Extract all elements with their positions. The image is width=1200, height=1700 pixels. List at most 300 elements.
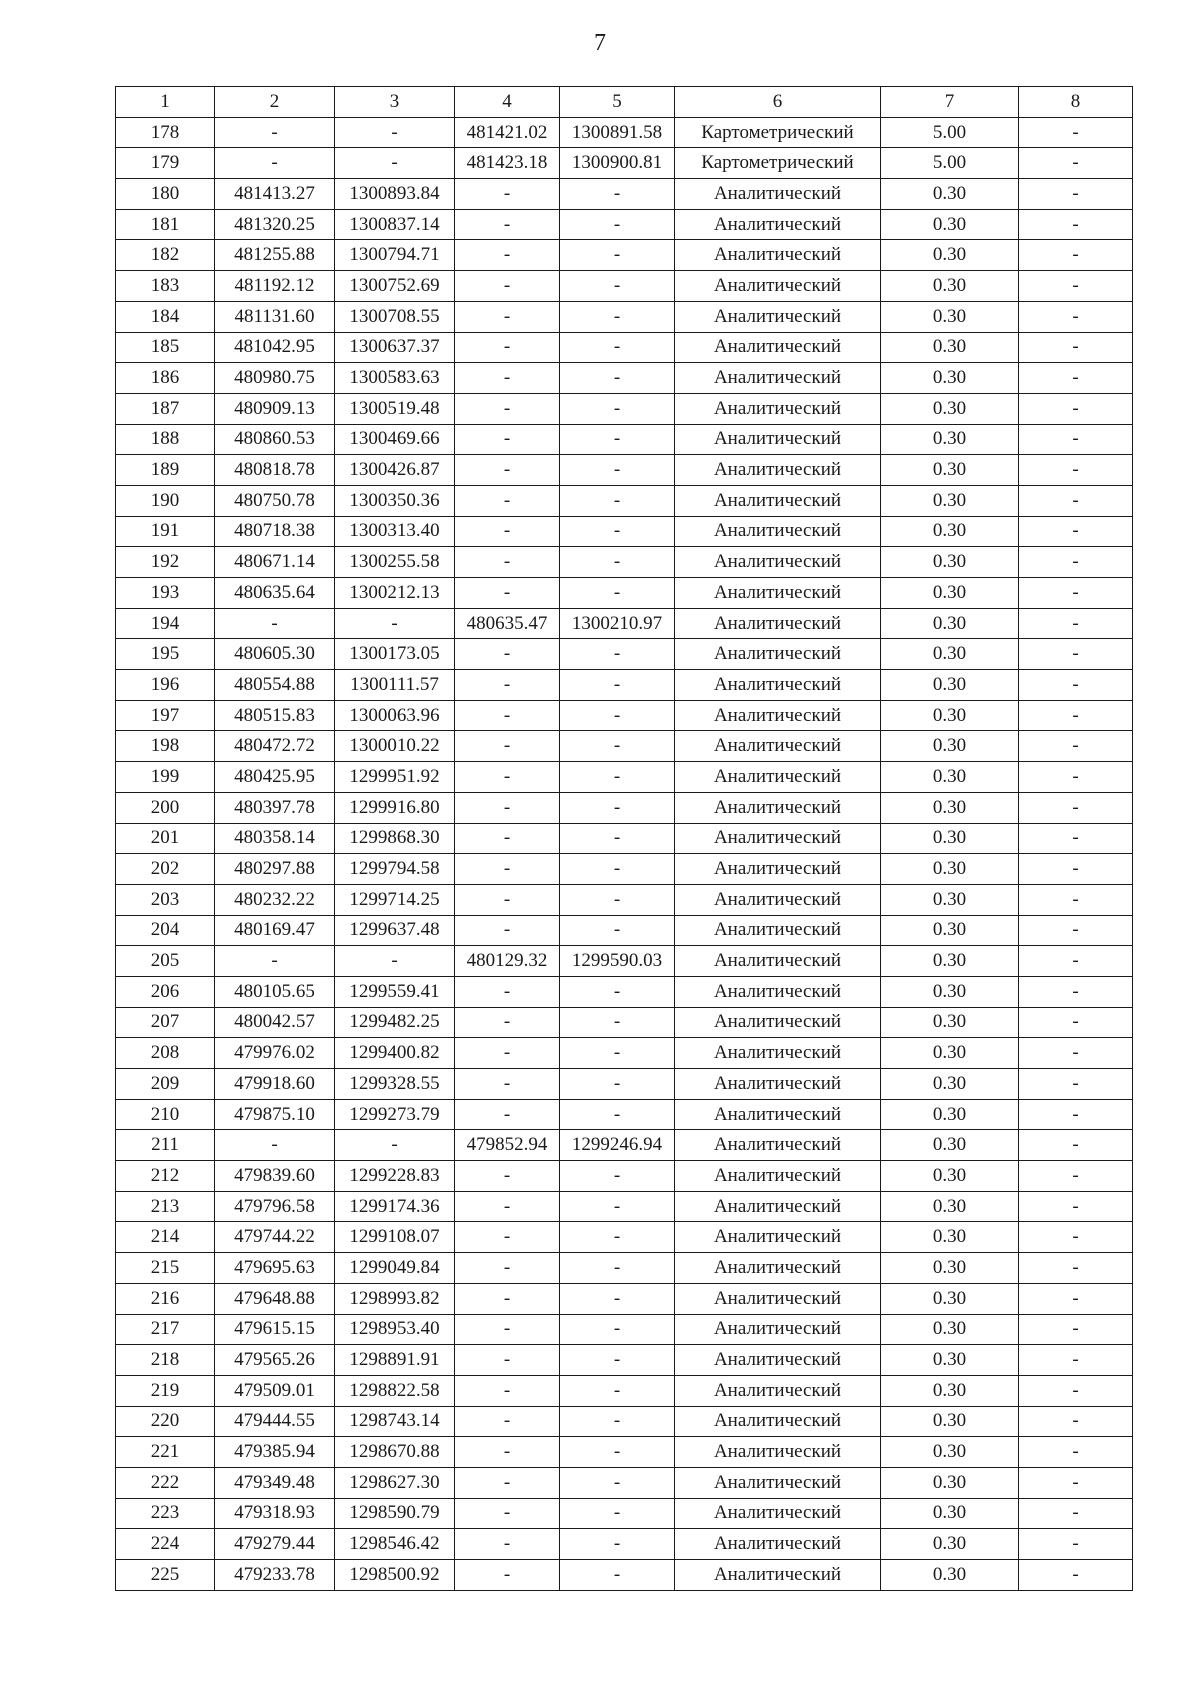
- table-cell: 1299049.84: [335, 1253, 455, 1284]
- table-cell: 218: [116, 1345, 215, 1376]
- table-cell: Аналитический: [675, 639, 881, 670]
- table-cell: Аналитический: [675, 363, 881, 394]
- table-row: [116, 670, 1133, 701]
- table-cell: 1298500.92: [335, 1560, 455, 1591]
- table-cell: 480297.88: [215, 854, 335, 885]
- table-cell: -: [560, 1437, 675, 1468]
- table-cell: 1299868.30: [335, 823, 455, 854]
- table-cell: -: [560, 424, 675, 455]
- table-cell: -: [560, 1406, 675, 1437]
- table-cell: 480129.32: [455, 946, 560, 977]
- table-cell: -: [455, 271, 560, 302]
- table-row: [116, 1222, 1133, 1253]
- table-cell: -: [1019, 179, 1133, 210]
- table-cell: 1298546.42: [335, 1529, 455, 1560]
- table-cell: -: [560, 1560, 675, 1591]
- table-cell: -: [1019, 485, 1133, 516]
- table-row: [116, 1345, 1133, 1376]
- table-cell: Аналитический: [675, 670, 881, 701]
- table-cell: Аналитический: [675, 915, 881, 946]
- table-cell: -: [1019, 1406, 1133, 1437]
- table-cell: -: [455, 485, 560, 516]
- table-cell: -: [455, 854, 560, 885]
- table-cell: -: [455, 1161, 560, 1192]
- table-cell: 1300900.81: [560, 148, 675, 179]
- table-cell: Аналитический: [675, 1467, 881, 1498]
- table-cell: -: [455, 823, 560, 854]
- table-cell: 0.30: [881, 1007, 1019, 1038]
- table-cell: -: [1019, 946, 1133, 977]
- table-cell: -: [215, 608, 335, 639]
- table-cell: -: [1019, 1467, 1133, 1498]
- table-cell: 480554.88: [215, 670, 335, 701]
- table-cell: -: [1019, 1038, 1133, 1069]
- table-cell: 211: [116, 1130, 215, 1161]
- table-cell: -: [560, 516, 675, 547]
- table-cell: 182: [116, 240, 215, 271]
- table-cell: -: [455, 731, 560, 762]
- table-cell: 0.30: [881, 946, 1019, 977]
- table-row: [116, 209, 1133, 240]
- table-cell: 187: [116, 393, 215, 424]
- table-row: [116, 148, 1133, 179]
- table-cell: Аналитический: [675, 455, 881, 486]
- table-row: [116, 301, 1133, 332]
- table-header: [116, 87, 1133, 118]
- table-cell: 0.30: [881, 1253, 1019, 1284]
- table-cell: -: [560, 547, 675, 578]
- table-cell: -: [560, 1283, 675, 1314]
- table-cell: 1300111.57: [335, 670, 455, 701]
- table-cell: 222: [116, 1467, 215, 1498]
- table-cell: -: [455, 1038, 560, 1069]
- table-cell: 1300173.05: [335, 639, 455, 670]
- table-cell: 481413.27: [215, 179, 335, 210]
- table-cell: 480718.38: [215, 516, 335, 547]
- table-cell: 480635.64: [215, 578, 335, 609]
- table-cell: -: [1019, 1253, 1133, 1284]
- table-row: [116, 1437, 1133, 1468]
- table-row: [116, 516, 1133, 547]
- table-cell: -: [215, 117, 335, 148]
- table-cell: Аналитический: [675, 1560, 881, 1591]
- table-cell: 1300212.13: [335, 578, 455, 609]
- table-cell: -: [560, 578, 675, 609]
- table-cell: -: [1019, 884, 1133, 915]
- table-cell: -: [455, 1253, 560, 1284]
- table-cell: 0.30: [881, 240, 1019, 271]
- table-cell: -: [1019, 332, 1133, 363]
- table-cell: 479852.94: [455, 1130, 560, 1161]
- table-cell: Аналитический: [675, 1437, 881, 1468]
- table-cell: 198: [116, 731, 215, 762]
- table-cell: 0.30: [881, 1130, 1019, 1161]
- table-cell: 1299328.55: [335, 1069, 455, 1100]
- table-cell: 224: [116, 1529, 215, 1560]
- table-cell: -: [455, 792, 560, 823]
- table-cell: 480232.22: [215, 884, 335, 915]
- table-cell: 0.30: [881, 424, 1019, 455]
- table-cell: 192: [116, 547, 215, 578]
- table-cell: -: [335, 117, 455, 148]
- table-cell: -: [455, 240, 560, 271]
- table-cell: 1299559.41: [335, 976, 455, 1007]
- table-cell: Аналитический: [675, 1099, 881, 1130]
- table-cell: 479918.60: [215, 1069, 335, 1100]
- table-cell: 220: [116, 1406, 215, 1437]
- table-cell: -: [560, 700, 675, 731]
- table-cell: 0.30: [881, 1222, 1019, 1253]
- table-cell: -: [455, 393, 560, 424]
- table-cell: -: [1019, 1069, 1133, 1100]
- table-cell: 0.30: [881, 547, 1019, 578]
- table-row: [116, 1038, 1133, 1069]
- table-cell: 480860.53: [215, 424, 335, 455]
- table-cell: 479648.88: [215, 1283, 335, 1314]
- table-cell: -: [560, 332, 675, 363]
- table-cell: Аналитический: [675, 823, 881, 854]
- table-cell: -: [1019, 1437, 1133, 1468]
- table-cell: 1300426.87: [335, 455, 455, 486]
- table-cell: -: [455, 670, 560, 701]
- table-cell: -: [1019, 700, 1133, 731]
- table-cell: 479444.55: [215, 1406, 335, 1437]
- table-cell: 186: [116, 363, 215, 394]
- table-cell: -: [455, 1498, 560, 1529]
- table-cell: Аналитический: [675, 1191, 881, 1222]
- table-cell: 193: [116, 578, 215, 609]
- table-cell: -: [335, 946, 455, 977]
- table-cell: 0.30: [881, 639, 1019, 670]
- table-row: [116, 700, 1133, 731]
- table-cell: -: [1019, 608, 1133, 639]
- table-cell: -: [1019, 823, 1133, 854]
- table-cell: -: [1019, 1099, 1133, 1130]
- table-cell: -: [1019, 363, 1133, 394]
- table-cell: 221: [116, 1437, 215, 1468]
- table-cell: 223: [116, 1498, 215, 1529]
- table-row: [116, 1130, 1133, 1161]
- table-cell: 0.30: [881, 1099, 1019, 1130]
- table-cell: -: [560, 639, 675, 670]
- table-cell: -: [560, 1222, 675, 1253]
- table-cell: 213: [116, 1191, 215, 1222]
- table-cell: 1298993.82: [335, 1283, 455, 1314]
- column-header: 8: [1019, 87, 1133, 118]
- table-cell: -: [560, 1314, 675, 1345]
- table-cell: Аналитический: [675, 578, 881, 609]
- header-row: [116, 87, 1133, 118]
- table-cell: 479233.78: [215, 1560, 335, 1591]
- table-cell: 481042.95: [215, 332, 335, 363]
- table-cell: Аналитический: [675, 1498, 881, 1529]
- table-cell: -: [560, 670, 675, 701]
- table-cell: 0.30: [881, 179, 1019, 210]
- column-header: 4: [455, 87, 560, 118]
- table-cell: -: [1019, 670, 1133, 701]
- table-cell: -: [455, 1314, 560, 1345]
- table-cell: Аналитический: [675, 424, 881, 455]
- table-row: [116, 1529, 1133, 1560]
- table-cell: 0.30: [881, 1560, 1019, 1591]
- table-row: [116, 393, 1133, 424]
- table-cell: -: [1019, 455, 1133, 486]
- table-cell: 0.30: [881, 1406, 1019, 1437]
- table-cell: Картометрический: [675, 148, 881, 179]
- table-cell: 1300893.84: [335, 179, 455, 210]
- table-cell: 203: [116, 884, 215, 915]
- table-cell: 0.30: [881, 393, 1019, 424]
- table-cell: -: [560, 209, 675, 240]
- table-row: [116, 578, 1133, 609]
- table-cell: -: [1019, 792, 1133, 823]
- table-cell: -: [1019, 578, 1133, 609]
- table-cell: Аналитический: [675, 1253, 881, 1284]
- table-cell: -: [1019, 639, 1133, 670]
- table-row: [116, 731, 1133, 762]
- table-cell: 1299174.36: [335, 1191, 455, 1222]
- table-cell: Аналитический: [675, 516, 881, 547]
- table-cell: 0.30: [881, 1345, 1019, 1376]
- table-cell: 0.30: [881, 455, 1019, 486]
- table-cell: 1299228.83: [335, 1161, 455, 1192]
- table-cell: -: [560, 823, 675, 854]
- table-cell: -: [1019, 516, 1133, 547]
- column-header: 6: [675, 87, 881, 118]
- table-cell: 183: [116, 271, 215, 302]
- table-cell: 0.30: [881, 363, 1019, 394]
- table-cell: 479744.22: [215, 1222, 335, 1253]
- table-cell: -: [455, 455, 560, 486]
- table-cell: -: [455, 547, 560, 578]
- table-cell: Аналитический: [675, 240, 881, 271]
- table-cell: -: [455, 762, 560, 793]
- table-cell: -: [560, 485, 675, 516]
- table-cell: 189: [116, 455, 215, 486]
- table-cell: Аналитический: [675, 1283, 881, 1314]
- table-cell: -: [1019, 393, 1133, 424]
- table-cell: 480169.47: [215, 915, 335, 946]
- table-cell: 479796.58: [215, 1191, 335, 1222]
- table-cell: -: [1019, 1314, 1133, 1345]
- table-cell: 1298627.30: [335, 1467, 455, 1498]
- table-cell: -: [1019, 976, 1133, 1007]
- table-cell: -: [1019, 1161, 1133, 1192]
- table-cell: 480671.14: [215, 547, 335, 578]
- table-cell: 480472.72: [215, 731, 335, 762]
- table-row: [116, 1375, 1133, 1406]
- table-row: [116, 1283, 1133, 1314]
- table-cell: 479318.93: [215, 1498, 335, 1529]
- table-cell: 5.00: [881, 148, 1019, 179]
- table-cell: Аналитический: [675, 393, 881, 424]
- table-cell: 202: [116, 854, 215, 885]
- table-row: [116, 117, 1133, 148]
- table-cell: 209: [116, 1069, 215, 1100]
- table-cell: -: [1019, 1283, 1133, 1314]
- table-cell: -: [455, 1529, 560, 1560]
- table-cell: -: [455, 332, 560, 363]
- table-cell: Аналитический: [675, 1529, 881, 1560]
- table-cell: 194: [116, 608, 215, 639]
- table-cell: 0.30: [881, 792, 1019, 823]
- table-cell: 195: [116, 639, 215, 670]
- table-cell: 185: [116, 332, 215, 363]
- table-cell: 0.30: [881, 854, 1019, 885]
- table-cell: 178: [116, 117, 215, 148]
- table-cell: -: [455, 1222, 560, 1253]
- table-cell: Аналитический: [675, 946, 881, 977]
- table-row: [116, 363, 1133, 394]
- table-cell: 479695.63: [215, 1253, 335, 1284]
- table-cell: -: [560, 915, 675, 946]
- table-cell: 481320.25: [215, 209, 335, 240]
- table-cell: 199: [116, 762, 215, 793]
- table-cell: 190: [116, 485, 215, 516]
- table-cell: 480818.78: [215, 455, 335, 486]
- table-cell: 479875.10: [215, 1099, 335, 1130]
- table-cell: 1300469.66: [335, 424, 455, 455]
- table-cell: 1299637.48: [335, 915, 455, 946]
- table-row: [116, 1560, 1133, 1591]
- table-cell: -: [455, 1191, 560, 1222]
- table-cell: 1300752.69: [335, 271, 455, 302]
- table-cell: Аналитический: [675, 547, 881, 578]
- table-cell: 480605.30: [215, 639, 335, 670]
- table-cell: -: [560, 1161, 675, 1192]
- table-cell: 0.30: [881, 1038, 1019, 1069]
- column-header: 2: [215, 87, 335, 118]
- table-cell: 180: [116, 179, 215, 210]
- table-cell: -: [1019, 1498, 1133, 1529]
- table-cell: Аналитический: [675, 1314, 881, 1345]
- table-cell: 1300255.58: [335, 547, 455, 578]
- table-cell: -: [560, 1099, 675, 1130]
- table-cell: 1299714.25: [335, 884, 455, 915]
- table-row: [116, 547, 1133, 578]
- table-cell: 1299273.79: [335, 1099, 455, 1130]
- table-cell: -: [455, 179, 560, 210]
- table-cell: 480909.13: [215, 393, 335, 424]
- table-cell: 181: [116, 209, 215, 240]
- table-cell: 1300063.96: [335, 700, 455, 731]
- table-cell: -: [560, 976, 675, 1007]
- table-row: [116, 1007, 1133, 1038]
- table-cell: 0.30: [881, 731, 1019, 762]
- table-cell: Аналитический: [675, 762, 881, 793]
- table-cell: -: [560, 1253, 675, 1284]
- table-cell: -: [1019, 424, 1133, 455]
- table-cell: -: [560, 731, 675, 762]
- table-cell: -: [1019, 762, 1133, 793]
- table-cell: 1300637.37: [335, 332, 455, 363]
- table-cell: 204: [116, 915, 215, 946]
- table-cell: -: [1019, 1222, 1133, 1253]
- table-cell: -: [560, 1498, 675, 1529]
- column-header: 3: [335, 87, 455, 118]
- table-row: [116, 946, 1133, 977]
- table-cell: Аналитический: [675, 700, 881, 731]
- table-cell: -: [560, 1467, 675, 1498]
- table-row: [116, 1191, 1133, 1222]
- table-cell: -: [560, 854, 675, 885]
- table-cell: 479279.44: [215, 1529, 335, 1560]
- table-cell: 196: [116, 670, 215, 701]
- table-cell: -: [560, 363, 675, 394]
- table-cell: -: [560, 455, 675, 486]
- table-cell: -: [560, 1529, 675, 1560]
- table-cell: 479349.48: [215, 1467, 335, 1498]
- column-header: 5: [560, 87, 675, 118]
- table-cell: Аналитический: [675, 1345, 881, 1376]
- table-cell: -: [560, 393, 675, 424]
- table-cell: Аналитический: [675, 1375, 881, 1406]
- table-cell: -: [1019, 148, 1133, 179]
- table-cell: -: [455, 1375, 560, 1406]
- table-cell: Аналитический: [675, 179, 881, 210]
- table-cell: -: [1019, 731, 1133, 762]
- table-cell: -: [455, 1069, 560, 1100]
- table-row: [116, 1161, 1133, 1192]
- table-cell: 1300837.14: [335, 209, 455, 240]
- table-cell: -: [560, 301, 675, 332]
- table-cell: 1300350.36: [335, 485, 455, 516]
- table-cell: 191: [116, 516, 215, 547]
- table-cell: -: [455, 301, 560, 332]
- table-cell: Аналитический: [675, 209, 881, 240]
- table-cell: 179: [116, 148, 215, 179]
- table-row: [116, 424, 1133, 455]
- table-cell: 0.30: [881, 1437, 1019, 1468]
- table-row: [116, 639, 1133, 670]
- table-cell: 1298590.79: [335, 1498, 455, 1529]
- table-cell: -: [455, 1437, 560, 1468]
- table-cell: 0.30: [881, 670, 1019, 701]
- table-cell: 1299246.94: [560, 1130, 675, 1161]
- table-cell: 212: [116, 1161, 215, 1192]
- table-cell: -: [1019, 301, 1133, 332]
- table-cell: Картометрический: [675, 117, 881, 148]
- table-cell: 1299794.58: [335, 854, 455, 885]
- table-row: [116, 1467, 1133, 1498]
- table-cell: 0.30: [881, 578, 1019, 609]
- table-cell: -: [455, 1099, 560, 1130]
- column-header: 7: [881, 87, 1019, 118]
- table-cell: 0.30: [881, 485, 1019, 516]
- table-row: [116, 455, 1133, 486]
- table-cell: 200: [116, 792, 215, 823]
- table-cell: 0.30: [881, 1375, 1019, 1406]
- table-cell: -: [455, 578, 560, 609]
- table-cell: 0.30: [881, 915, 1019, 946]
- table-cell: -: [455, 1283, 560, 1314]
- table-row: [116, 976, 1133, 1007]
- table-cell: Аналитический: [675, 792, 881, 823]
- table-cell: 206: [116, 976, 215, 1007]
- table-cell: 480042.57: [215, 1007, 335, 1038]
- table-cell: 481255.88: [215, 240, 335, 271]
- table-cell: 1300313.40: [335, 516, 455, 547]
- table-cell: -: [455, 1007, 560, 1038]
- table-row: [116, 1253, 1133, 1284]
- table-cell: 0.30: [881, 976, 1019, 1007]
- table-cell: -: [455, 1406, 560, 1437]
- table-cell: 197: [116, 700, 215, 731]
- table-cell: 480425.95: [215, 762, 335, 793]
- table-row: [116, 762, 1133, 793]
- table-cell: Аналитический: [675, 485, 881, 516]
- table-body: [116, 117, 1133, 1590]
